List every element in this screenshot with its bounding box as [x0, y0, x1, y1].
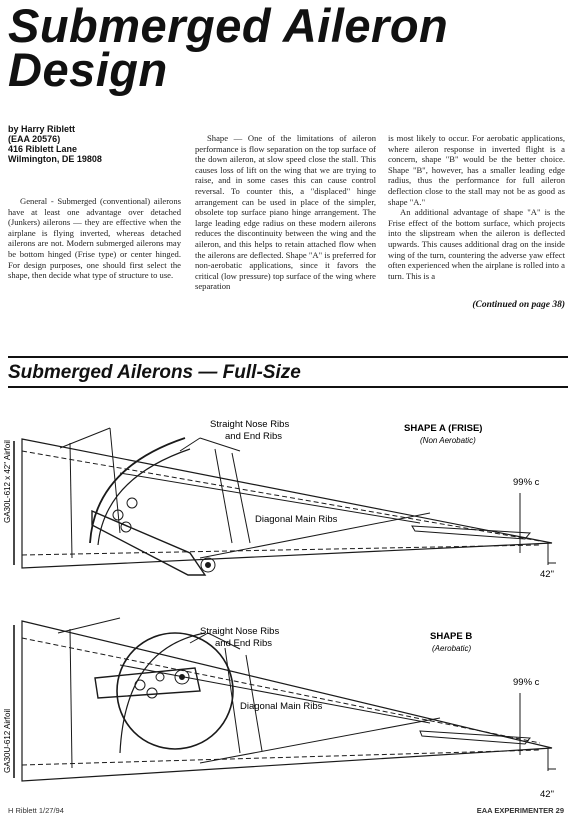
shape-a-nose-label-2: and End Ribs: [225, 431, 283, 442]
text-column-1: [8, 196, 181, 281]
shape-a-airfoil-label: GA30L-612 x 42" Airfoil: [3, 440, 12, 523]
shape-a-chord-length: 42": [540, 569, 554, 580]
shape-b-airfoil-label: GA30U-612 Airfoil: [3, 708, 12, 773]
section-rule-top: [8, 356, 568, 358]
text-column-2: [195, 133, 376, 292]
paragraph-frise-effect: An additional advantage of shape "A" is the Frise effect of the bottom surface, which projects into the slipstream when the aileron is deflected upwards. This causes additional drag on the inside wing of the turn, countering the adverse yaw effect often experienced when the airplane is rolled into a turn. This is a: [388, 207, 565, 281]
shape-b-main-ribs-label: Diagonal Main Ribs: [240, 701, 323, 712]
author-eaa-number: (EAA 20576): [8, 134, 61, 144]
author-byline: [8, 124, 158, 164]
article-title: [8, 0, 568, 96]
title-line-1: Submerged Aileron: [8, 0, 449, 52]
continued-note: (Continued on page 38): [472, 300, 565, 310]
paragraph-shape-continued: is most likely to occur. For aerobatic applications, where aileron response in inverted flight is a concern, shape "B" would be the better choice. Shape "B", however, has a smaller leading edge radius, thus the performance for full aileron deflection close to the stall may not be as good as shape "A.": [388, 133, 565, 207]
section-rule-bottom: [8, 386, 568, 388]
shape-a-drawing: [14, 428, 556, 575]
shape-b-nose-label-1: Straight Nose Ribs: [200, 626, 280, 637]
shape-b-nose-label-2: and End Ribs: [215, 638, 273, 649]
shape-a-chord-pct: 99% c: [513, 477, 540, 488]
shape-b-subtitle: (Aerobatic): [432, 644, 472, 653]
shape-a-main-ribs-label: Diagonal Main Ribs: [255, 514, 338, 525]
shape-b-title: SHAPE B: [430, 631, 473, 642]
footer-credit: H Riblett 1/27/94: [8, 806, 64, 815]
shape-a-title: SHAPE A (FRISE): [404, 423, 483, 434]
paragraph-general: General - Submerged (conventional) ailerons have at least one advantage over detached (Junkers) ailerons — they are effective when the airplane is flying inverted, whereas detached ailerons are not. Modern submerged ailerons may be bottom hinged (Frise type) or center hinged. For design purposes, one should first select the shape, then decide what type of structure to use.: [8, 196, 181, 281]
footer-page: EAA EXPERIMENTER 29: [476, 806, 564, 815]
shape-a-subtitle: (Non Aerobatic): [420, 436, 476, 445]
section-title: Submerged Ailerons — Full-Size: [8, 362, 301, 383]
text-column-3: [388, 133, 565, 281]
shape-a-nose-label-1: Straight Nose Ribs: [210, 419, 290, 430]
author-street: 416 Riblett Lane: [8, 144, 78, 154]
shape-b-chord-pct: 99% c: [513, 677, 540, 688]
aileron-diagram: [0, 393, 572, 803]
shape-b-drawing: [14, 618, 556, 781]
author-city: Wilmington, DE 19808: [8, 154, 102, 164]
paragraph-shape: Shape — One of the limitations of aileron performance is flow separation on the top surface of the down aileron, at slow speed close the stall. This causes loss of lift on the wing that we are trying to raise, and in some cases this can cause control reversal. To counter this, a "displaced" hinge arrangement can be used in place of the simpler, obsolete top surface piano hinge arrangement. The large leading edge radius on these modern ailerons reduces the discontinuity between the wing and the aileron, and this helps to retain attached flow when the ailerons are deflected. Shape "A" is preferred for non-aerobatic applications, since it favors the critical (low pressure) top surface of the wing where separation: [195, 133, 376, 292]
title-line-2: Design: [8, 43, 168, 96]
shape-b-chord-length: 42": [540, 789, 554, 800]
author-name: by Harry Riblett: [8, 124, 76, 134]
